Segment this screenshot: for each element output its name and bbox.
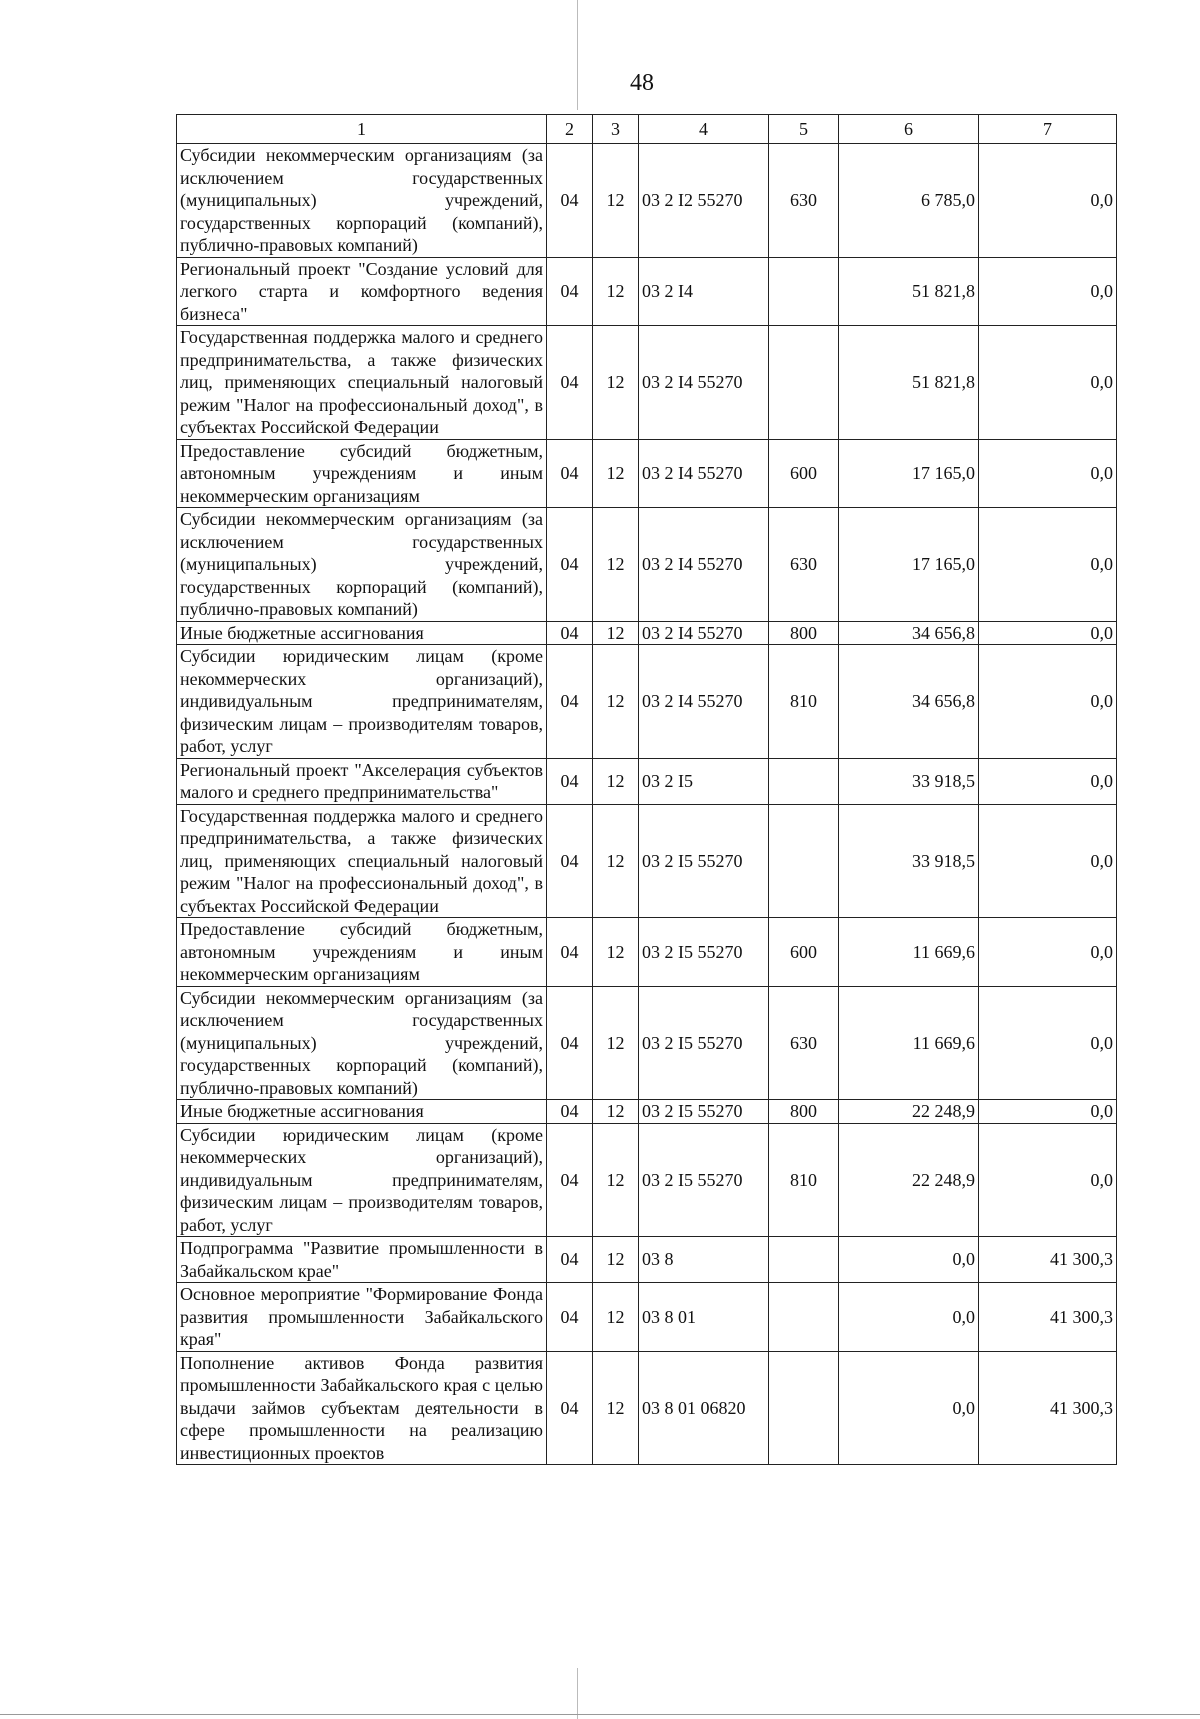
section-code: 04 [547,326,593,440]
target-article-code: 03 2 I5 55270 [639,804,769,918]
amount-col-6: 6 785,0 [839,144,979,258]
row-description: Подпрограмма "Развитие промышленности в Забайкальском крае" [177,1237,547,1283]
expense-type-code: 810 [769,1123,839,1237]
table-body [177,144,1117,1465]
section-code: 04 [547,1237,593,1283]
amount-col-6: 22 248,9 [839,1100,979,1124]
subsection-code: 12 [593,326,639,440]
amount-col-6: 17 165,0 [839,439,979,508]
section-code: 04 [547,918,593,987]
target-article-code: 03 2 I4 55270 [639,508,769,622]
expense-type-code: 800 [769,1100,839,1124]
table-row [177,1351,1117,1465]
target-article-code: 03 2 I5 55270 [639,918,769,987]
row-description: Субсидии некоммерческим организациям (за исключением государственных (муниципальных) учреждений, государственных корпораций (компаний), публично-правовых компаний) [177,508,547,622]
expense-type-code: 600 [769,918,839,987]
table-row [177,144,1117,258]
expense-type-code [769,804,839,918]
amount-col-7: 41 300,3 [979,1351,1117,1465]
subsection-code: 12 [593,645,639,759]
expense-type-code [769,257,839,326]
target-article-code: 03 8 [639,1237,769,1283]
target-article-code: 03 2 I5 55270 [639,1100,769,1124]
expense-type-code: 630 [769,986,839,1100]
table-row [177,1237,1117,1283]
target-article-code: 03 2 I4 [639,257,769,326]
amount-col-7: 0,0 [979,144,1117,258]
amount-col-7: 0,0 [979,621,1117,645]
subsection-code: 12 [593,1237,639,1283]
amount-col-7: 41 300,3 [979,1237,1117,1283]
row-description: Иные бюджетные ассигнования [177,621,547,645]
table-row [177,1283,1117,1352]
amount-col-7: 0,0 [979,439,1117,508]
expense-type-code [769,326,839,440]
section-code: 04 [547,144,593,258]
subsection-code: 12 [593,758,639,804]
amount-col-6: 0,0 [839,1351,979,1465]
expense-type-code: 630 [769,144,839,258]
expense-type-code: 810 [769,645,839,759]
row-description: Региональный проект "Создание условий для легкого старта и комфортного ведения бизнеса" [177,257,547,326]
header-col-1: 1 [177,115,547,144]
amount-col-6: 33 918,5 [839,758,979,804]
table-row [177,439,1117,508]
row-description: Субсидии некоммерческим организациям (за исключением государственных (муниципальных) учреждений, государственных корпораций (компаний), публично-правовых компаний) [177,144,547,258]
subsection-code: 12 [593,918,639,987]
header-col-3: 3 [593,115,639,144]
header-col-6: 6 [839,115,979,144]
section-code: 04 [547,257,593,326]
amount-col-6: 34 656,8 [839,645,979,759]
table-row [177,1100,1117,1124]
row-description: Предоставление субсидий бюджетным, автономным учреждениям и иным некоммерческим организациям [177,918,547,987]
amount-col-6: 34 656,8 [839,621,979,645]
amount-col-6: 0,0 [839,1283,979,1352]
header-col-4: 4 [639,115,769,144]
section-code: 04 [547,1100,593,1124]
budget-table [176,114,1117,1465]
amount-col-7: 0,0 [979,508,1117,622]
row-description: Субсидии юридическим лицам (кроме некоммерческих организаций), индивидуальным предпринимателям, физическим лицам – производителям товаров, работ, услуг [177,1123,547,1237]
target-article-code: 03 2 I4 55270 [639,439,769,508]
table-row [177,326,1117,440]
amount-col-6: 0,0 [839,1237,979,1283]
row-description: Государственная поддержка малого и среднего предпринимательства, а также физических лиц, применяющих специальный налоговый режим "Налог на профессиональный доход", в субъектах Российской Федерации [177,326,547,440]
subsection-code: 12 [593,804,639,918]
amount-col-7: 0,0 [979,1123,1117,1237]
table-row [177,257,1117,326]
header-col-2: 2 [547,115,593,144]
row-description: Региональный проект "Акселерация субъектов малого и среднего предпринимательства" [177,758,547,804]
amount-col-7: 0,0 [979,804,1117,918]
section-code: 04 [547,508,593,622]
amount-col-7: 0,0 [979,986,1117,1100]
expense-type-code [769,1237,839,1283]
subsection-code: 12 [593,1123,639,1237]
subsection-code: 12 [593,144,639,258]
table-row [177,758,1117,804]
subsection-code: 12 [593,508,639,622]
table-row [177,986,1117,1100]
amount-col-6: 22 248,9 [839,1123,979,1237]
page-number: 48 [630,70,654,96]
section-code: 04 [547,439,593,508]
subsection-code: 12 [593,439,639,508]
section-code: 04 [547,1351,593,1465]
subsection-code: 12 [593,1283,639,1352]
section-code: 04 [547,986,593,1100]
expense-type-code: 800 [769,621,839,645]
header-row [177,115,1117,144]
fold-line-bottom [577,1668,578,1719]
expense-type-code: 600 [769,439,839,508]
section-code: 04 [547,804,593,918]
subsection-code: 12 [593,257,639,326]
target-article-code: 03 2 I5 55270 [639,986,769,1100]
target-article-code: 03 8 01 [639,1283,769,1352]
target-article-code: 03 2 I5 [639,758,769,804]
amount-col-7: 41 300,3 [979,1283,1117,1352]
amount-col-6: 51 821,8 [839,257,979,326]
row-description: Государственная поддержка малого и среднего предпринимательства, а также физических лиц, применяющих специальный налоговый режим "Налог на профессиональный доход", в субъектах Российской Федерации [177,804,547,918]
target-article-code: 03 2 I4 55270 [639,645,769,759]
target-article-code: 03 2 I4 55270 [639,621,769,645]
section-code: 04 [547,1123,593,1237]
header-col-5: 5 [769,115,839,144]
amount-col-7: 0,0 [979,758,1117,804]
subsection-code: 12 [593,1351,639,1465]
target-article-code: 03 8 01 06820 [639,1351,769,1465]
section-code: 04 [547,621,593,645]
amount-col-6: 51 821,8 [839,326,979,440]
expense-type-code [769,1283,839,1352]
table-row [177,508,1117,622]
subsection-code: 12 [593,986,639,1100]
amount-col-6: 11 669,6 [839,918,979,987]
header-col-7: 7 [979,115,1117,144]
page-edge-line [0,1714,1200,1715]
table-row [177,1123,1117,1237]
expense-type-code [769,758,839,804]
row-description: Основное мероприятие "Формирование Фонда развития промышленности Забайкальского края" [177,1283,547,1352]
table-row [177,804,1117,918]
subsection-code: 12 [593,621,639,645]
amount-col-7: 0,0 [979,645,1117,759]
row-description: Иные бюджетные ассигнования [177,1100,547,1124]
table-row [177,918,1117,987]
section-code: 04 [547,1283,593,1352]
amount-col-6: 33 918,5 [839,804,979,918]
expense-type-code [769,1351,839,1465]
amount-col-6: 11 669,6 [839,986,979,1100]
amount-col-7: 0,0 [979,1100,1117,1124]
row-description: Пополнение активов Фонда развития промышленности Забайкальского края с целью выдачи займов субъектам деятельности в сфере промышленности на реализацию инвестиционных проектов [177,1351,547,1465]
amount-col-7: 0,0 [979,257,1117,326]
target-article-code: 03 2 I2 55270 [639,144,769,258]
table-row [177,621,1117,645]
subsection-code: 12 [593,1100,639,1124]
target-article-code: 03 2 I4 55270 [639,326,769,440]
row-description: Предоставление субсидий бюджетным, автономным учреждениям и иным некоммерческим организациям [177,439,547,508]
amount-col-7: 0,0 [979,918,1117,987]
row-description: Субсидии юридическим лицам (кроме некоммерческих организаций), индивидуальным предпринимателям, физическим лицам – производителям товаров, работ, услуг [177,645,547,759]
row-description: Субсидии некоммерческим организациям (за исключением государственных (муниципальных) учреждений, государственных корпораций (компаний), публично-правовых компаний) [177,986,547,1100]
target-article-code: 03 2 I5 55270 [639,1123,769,1237]
amount-col-6: 17 165,0 [839,508,979,622]
section-code: 04 [547,758,593,804]
table-row [177,645,1117,759]
amount-col-7: 0,0 [979,326,1117,440]
section-code: 04 [547,645,593,759]
expense-type-code: 630 [769,508,839,622]
